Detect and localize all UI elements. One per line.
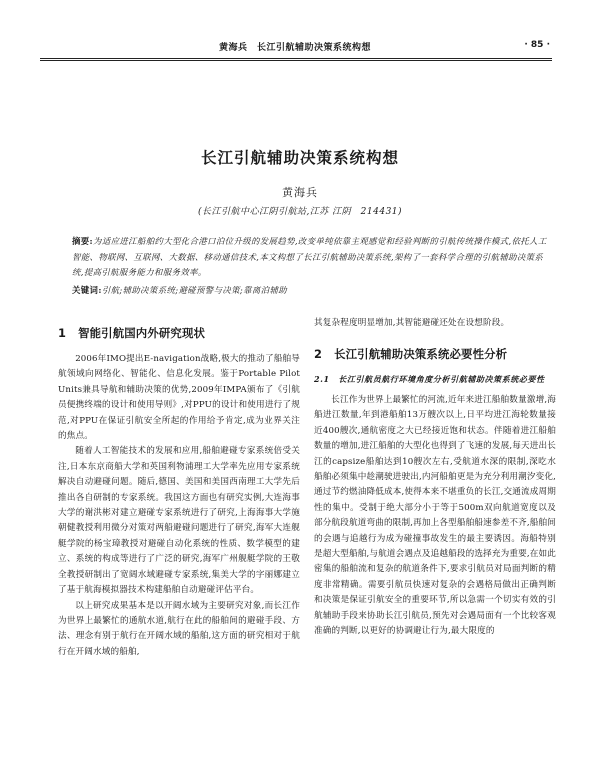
section-2-title: 长江引航辅助决策系统必要性分析 (334, 347, 508, 362)
subsection-2-1-heading: 2.1 长江引航员航行环境角度分析引航辅助决策系统必要性 (314, 374, 545, 385)
paragraph: 随着人工智能技术的发展和应用,船舶避碰专家系统倍受关注,日本东京商船大学和英国利物浦理工大学率先应用专家系统解决自动避碰问题。随后,德国、美国和美国西南理工大学先后推出各自研制的专家系统。我国这方面也有研究实例,大连海事大学的谢洪彬对建立避碰专家系统进行了研究,上海海事大学施朝健教授利用微分对策对两船避碰问题进行了研究,海军大连舰艇学院的杨宝璋教授对避碰自动化系统的性质、数学模型的建立、系统的构成等进行了广泛的研究,海军广州舰艇学院的王敬全教授研制出了宽阔水域避碰专家系统,集美大学的字丽娜建立了基于航海模拟器技术构建船舶自动避碰评估平台。 (58, 446, 300, 596)
paragraph: 其复杂程度明显增加,其智能避碰还处在设想阶段。 (314, 318, 510, 328)
keywords-label: 关键词: (72, 285, 102, 295)
paragraph: 长江作为世界上最繁忙的河流,近年来进江船舶数量激增,海船进江数量,年到港船舶13万艘次以上,日平均进江海轮数量接近400艘次,通航密度之大已经接近饱和状态。伴随着进江船舶数量的增加,进江船舶的大型化也得到了飞速的发展,每天进出长江的capsize船舶达到10艘次左右,受航道水深的限制,深吃水船舶必须集中趁潮驶进驶出,内河船舶更是为充分利用潮汐变化,通过节约燃油降低成本,使得本来不堪重负的长江,交通流成周期性的集中。受制于绝大部分小于等于500m双向航道宽度以及部分航段航道弯曲的限制,再加上各型船舶船速参差不齐,船舶间的会遇与追越行为成为碰撞事故发生的最主要诱因。海船特别是超大型船舶,与航道会遇点及追越船段的选择充为重要,在如此密集的船舶流和复杂的航道条件下,要求引航员对局面判断的精度非常精确。需要引航员快速对复杂的会遇格局做出正确判断和决策是保证引航安全的重要环节,所以急需一个切实有效的引航辅助手段来协助长江引航员,预先对会遇局面有一个比较客观准确的判断,以更好的协调避让行为,最大限度的 (314, 394, 556, 636)
abstract (72, 234, 552, 281)
section-2-heading (314, 345, 556, 363)
paper-title: 长江引航辅助决策系统构想 (200, 149, 399, 167)
running-header (40, 40, 550, 56)
section-1-title: 智能引航国内外研究现状 (78, 326, 206, 340)
running-title: 黄海兵 长江引航辅助决策系统构想 (218, 43, 371, 53)
section-1-number: 1 (58, 326, 67, 340)
paragraph: 2006年IMO提出E-navigation战略,极大的推动了船舶导航领域向网络化、智能化、信息化发展。鉴于Portable Pilot Units兼具导航和辅助决策的优势,2009年IMPA颁布了《引航员便携终端的设计和使用导则》,对PPU的设计和使用进行了规范,对PPU在保证引航安全所起的作用给予肯定,成为业界关注的焦点。 (58, 354, 300, 442)
author-affiliation: (长江引航中心江阴引航站,江苏 江阴 214431) (197, 207, 403, 217)
paragraph: 以上研究成果基本是以开阔水域为主要研究对象,而长江作为世界上最繁忙的通航水道,航行在此的船舶间的避碰手段、方法、理念有别于航行在开阔水域的船舶,这方面的研究相对于航行在开阔水域的船舶, (58, 600, 300, 657)
left-column (58, 316, 300, 660)
keywords (72, 283, 552, 299)
right-column (314, 316, 556, 639)
page-number: · 85 · (524, 40, 550, 50)
header-rule (40, 58, 552, 61)
abstract-text: 为适应进江船舶约大型化合港口泊位升级的发展趋势,改变单纯依靠主观感觉和经验判断的引航传统操作模式,依托人工智能、物联网、互联网、大数据、移动通信技术,本文构想了长江引航辅助决策系统,架构了一套科学合理的引航辅助决策系统,提高引航服务能力和服务效率。 (72, 236, 547, 278)
keywords-text: 引航;辅助决策系统;避碰预警与决策;靠离泊辅助 (101, 285, 287, 295)
author-name: 黄海兵 (282, 186, 318, 199)
section-2-number: 2 (314, 347, 323, 362)
abstract-label: 摘要: (72, 236, 94, 246)
section-1-heading (58, 324, 300, 342)
